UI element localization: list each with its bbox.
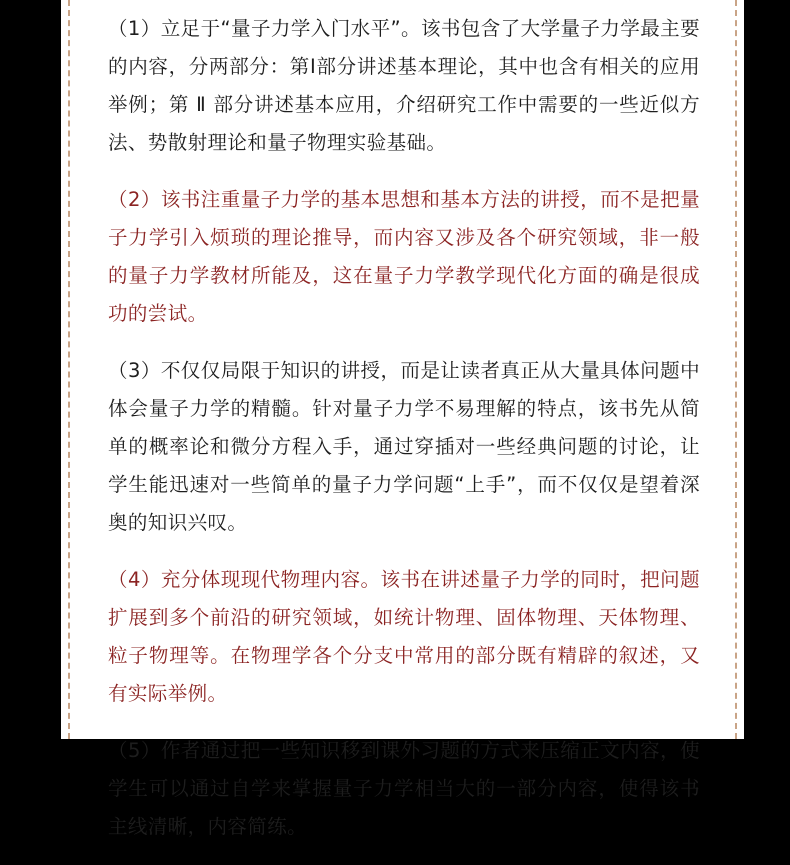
paragraph-2: （2）该书注重量子力学的基本思想和基本方法的讲授，而不是把量子力学引入烦琐的理论推导，而内容又涉及各个研究领域，非一般的量子力学教材所能及，这在量子力学教学现代化方面的确是很成功的尝试。 — [108, 188, 700, 325]
paragraph-1: （1）立足于“量子力学入门水平”。该书包含了大学量子力学最主要的内容，分两部分：第Ⅰ部分讲述基本理论，其中也含有相关的应用举例；第 Ⅱ 部分讲述基本应用，介绍研究工作中需要的一些近似方法、势散射理论和量子物理实验基础。 — [108, 17, 700, 154]
right-dashed-border — [735, 0, 737, 739]
content-panel — [61, 0, 744, 838]
paragraph-3: （3）不仅仅局限于知识的讲授，而是让读者真正从大量具体问题中体会量子力学的精髓。针对量子力学不易理解的特点，该书先从简单的概率论和微分方程入手，通过穿插对一些经典问题的讨论，让学生能迅速对一些简单的量子力学问题“上手”，而不仅仅是望着深奥的知识兴叹。 — [108, 359, 700, 534]
paragraph-5: （5）作者通过把一些知识移到课外习题的方式来压缩正文内容，使学生可以通过自学来掌握量子力学相当大的一部分内容，使得该书主线清晰，内容简练。 — [108, 739, 700, 838]
left-dashed-border — [68, 0, 70, 739]
paragraph-4: （4）充分体现现代物理内容。该书在讲述量子力学的同时，把问题扩展到多个前沿的研究领域，如统计物理、固体物理、天体物理、粒子物理等。在物理学各个分支中常用的部分既有精辟的叙述，又有实际举例。 — [108, 568, 700, 705]
article-body — [108, 10, 700, 865]
